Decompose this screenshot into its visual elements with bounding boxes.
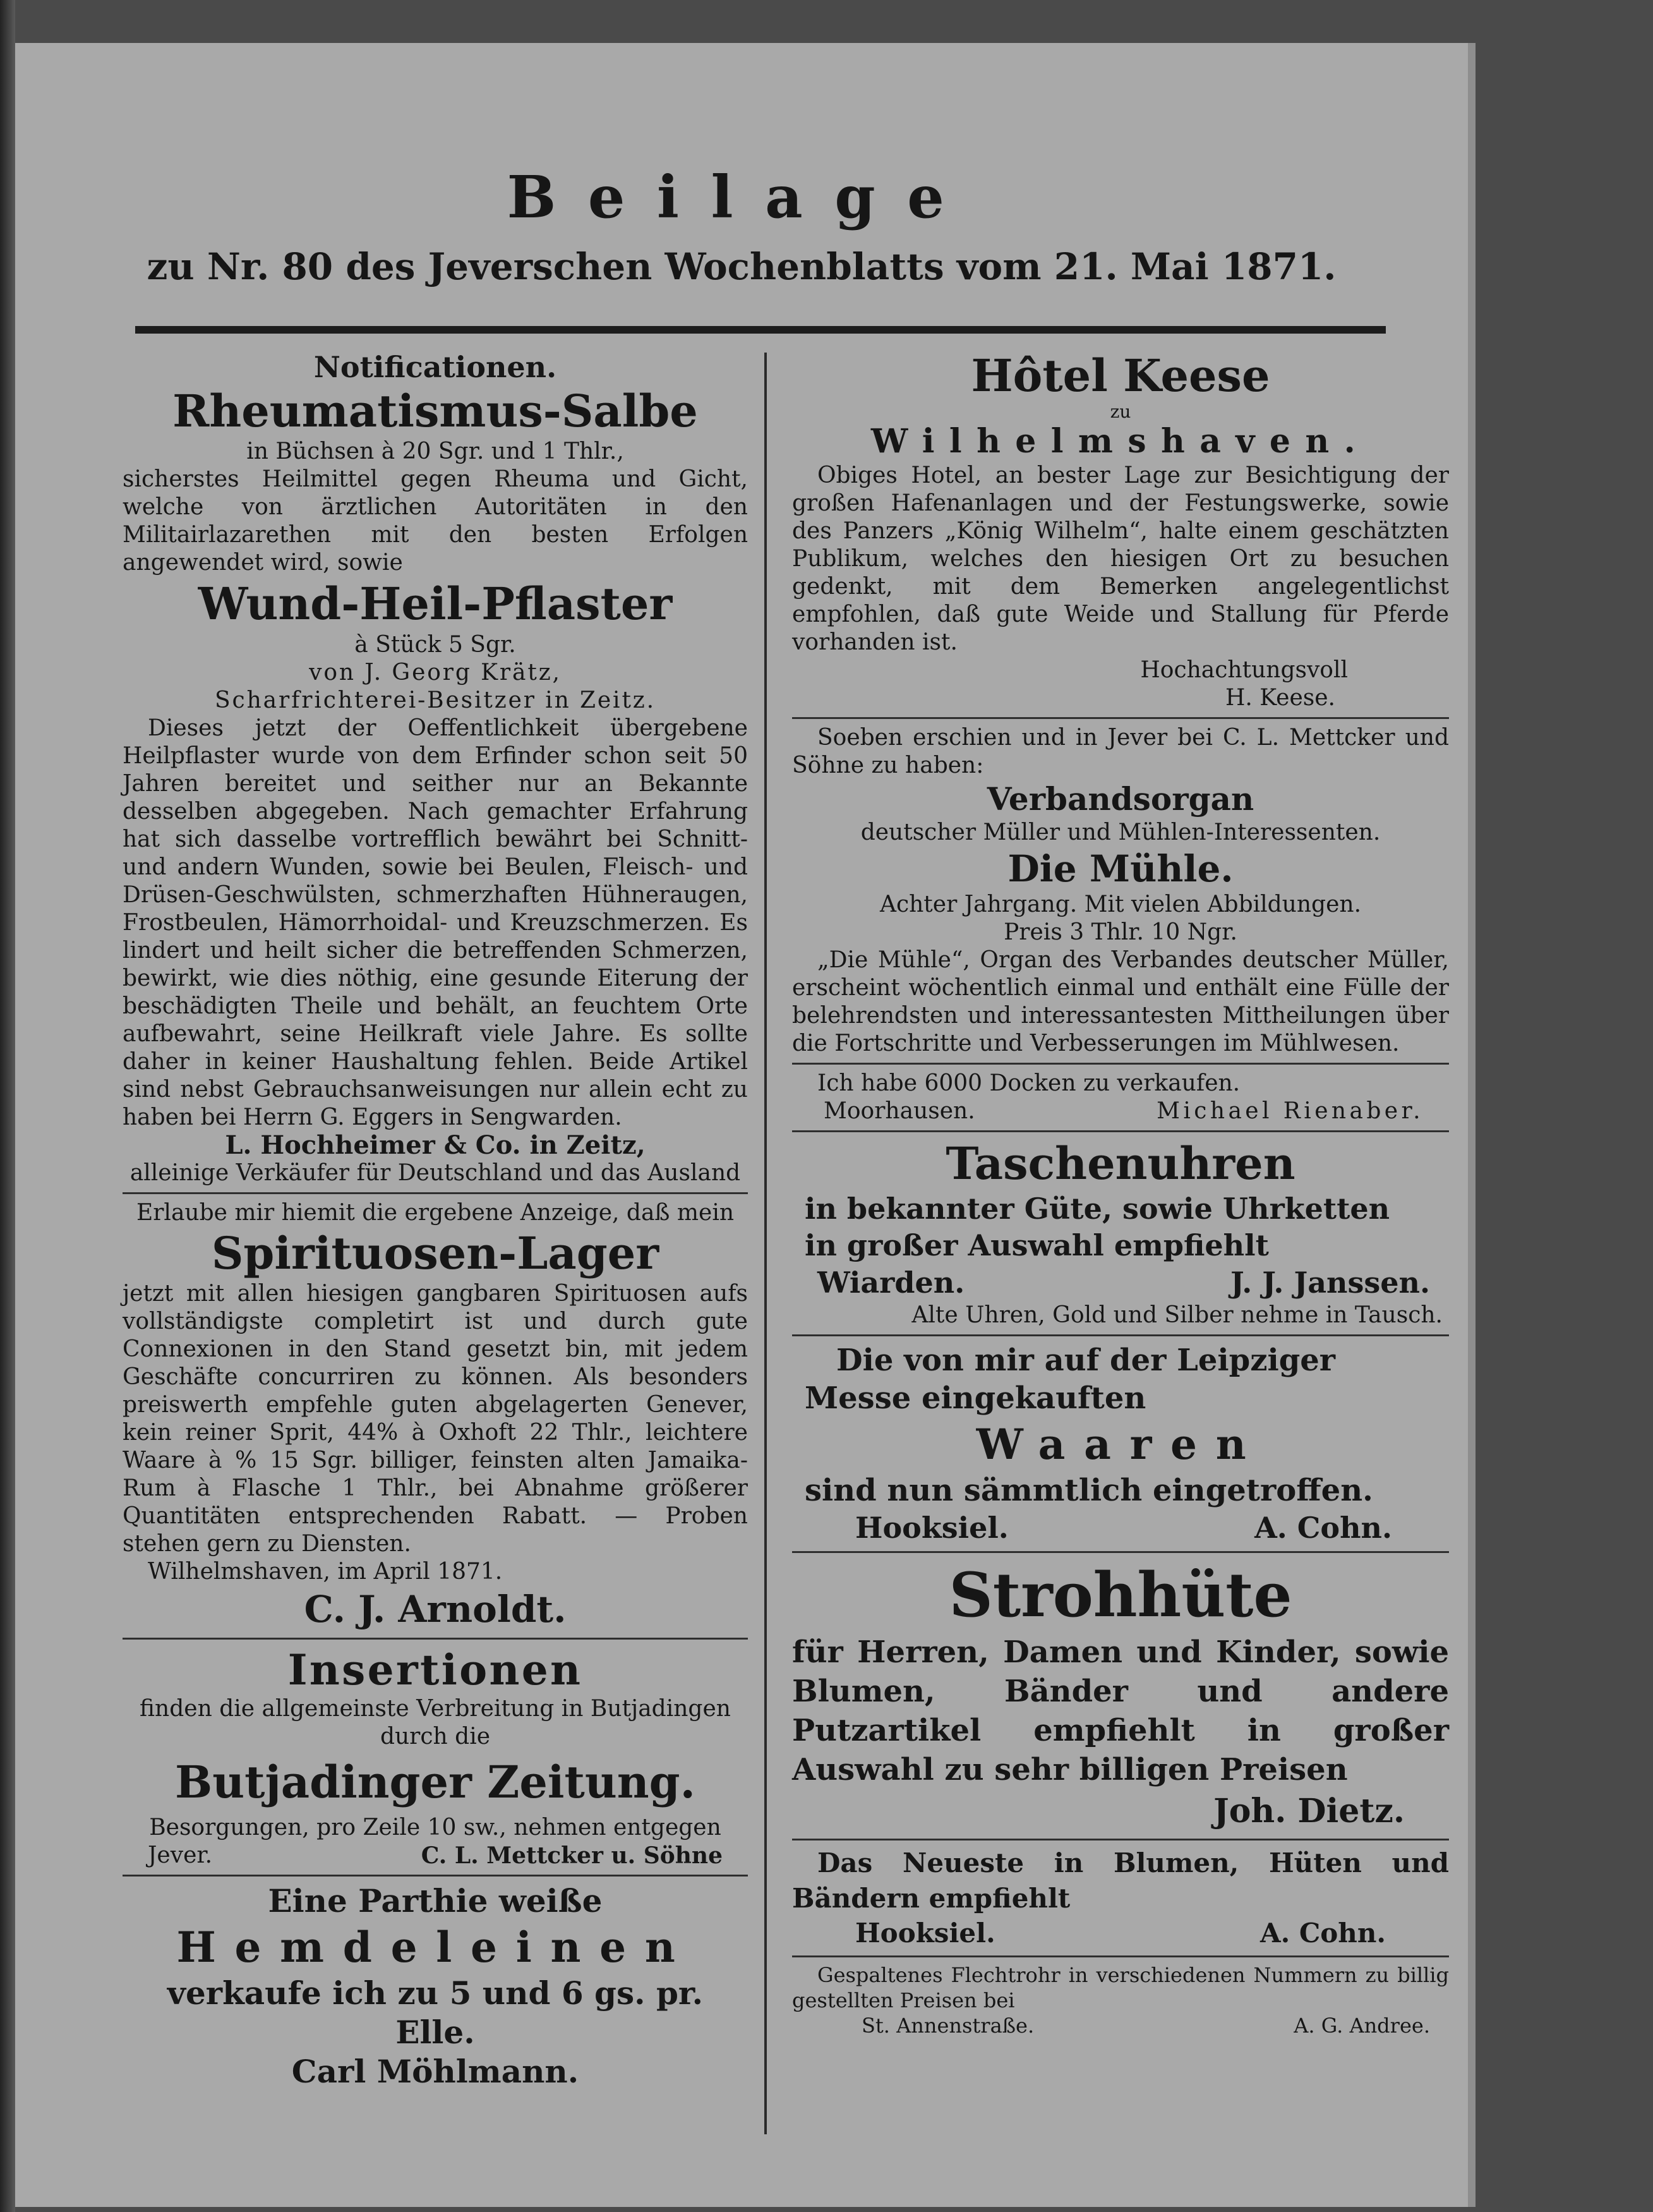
signature-name: H. Keese. [1225,685,1335,711]
ad-rheumatismus [123,349,748,1187]
ad-taschenuhren [792,1137,1449,1329]
firm-name: L. Hochheimer & Co. in Zeitz, [225,1130,646,1160]
signature-name: C. J. Arnoldt. [304,1588,567,1631]
strohhuete-heading: Strohhüte [949,1559,1292,1631]
divider [792,1063,1449,1065]
organ-heading: Verbandsorgan [987,780,1254,818]
ad-line: verkaufe ich zu 5 und 6 gs. pr. Elle. [167,1974,704,2051]
firm-name: C. L. Mettcker u. Söhne [421,1842,723,1869]
ad-body: Obiges Hotel, an bester Lage zur Besichtigung der großen Hafenanlagen und der Festungswerke, sowie des Panzers „König Wilhelm“, halte einem geschätzten Publikum, welches den hiesigen Ort zu besuchen gedenkt, mit dem Bemerken angelegentlichst empfohlen, daß gute Weide und Stallung für Pferde vorhanden ist. [792,462,1449,655]
ad-text: sicherstes Heilmittel gegen Rheuma und Gicht, welche von ärztlichen Autoritäten in den Militairlazarethen mit den besten Erfolgen angewendet wird, sowie [123,466,748,576]
divider [123,1638,748,1640]
maker-line: Scharfrichterei-Besitzer in Zeitz. [215,687,656,713]
ad-flechtrohr [792,1962,1449,2038]
ad-line: Eine Parthie weiße [268,1882,603,1919]
product-wund-heil-pflaster: Wund-Heil-Pflaster [198,577,673,630]
supplement-subtitle: zu Nr. 80 des Jeverschen Wochenblatts vom 21. Mai 1871. [147,245,1337,288]
divider [123,1875,748,1877]
divider [792,1334,1449,1336]
ad-docken [792,1070,1449,1125]
header-rule [135,326,1386,334]
ad-text: Ich habe 6000 Docken zu verkaufen. [817,1070,1241,1096]
newspaper-page [15,43,1468,2207]
place: Hooksiel. [855,1511,1009,1545]
insertionen-heading: Insertionen [287,1645,583,1695]
ad-body: „Die Mühle“, Organ des Verbandes deutscher Müller, erscheint wöchentlich einmal und enthält eine Fülle der belehrendsten und interessantesten Mittheilungen über die Fortschritte und Verbesserungen im Mühlwesen. [792,947,1449,1056]
place-date: Wilhelmshaven, im April 1871. [148,1559,503,1585]
notifications-heading: Notificationen. [313,350,557,384]
product-rheumatismus-salbe: Rheumatismus-Salbe [172,385,698,437]
place: Jever. [148,1842,213,1868]
ad-line: sind nun sämmtlich eingetroffen. [805,1473,1373,1508]
divider [792,1839,1449,1840]
ad-hemdeleinen [123,1882,748,2091]
place: Hooksiel. [855,1918,995,1949]
ad-intro: Soeben erschien und in Jever bei C. L. Mettcker und Söhne zu haben: [792,725,1449,778]
ad-text: Gespaltenes Flechtrohr in verschiedenen Nummern zu billig gestellten Preisen bei [792,1963,1449,2012]
supplement-title: Beilage [507,163,977,231]
taschenuhren-heading: Taschenuhren [946,1137,1295,1190]
ad-die-muehle [792,724,1449,1058]
product-hemdeleinen: Hemdeleinen [176,1923,694,1972]
left-column [123,349,748,2091]
ad-body: für Herren, Damen und Kinder, sowie Blumen, Bänder und andere Putzartikel empfiehlt in großer Auswahl zu sehr billigen Preisen [792,1635,1449,1787]
ad-text: Das Neueste in Blumen, Hüten und Bändern empfiehlt [792,1847,1449,1914]
ad-line: in großer Auswahl empfiehlt [805,1228,1269,1262]
place-heading: Wilhelmshaven. [870,422,1371,461]
ad-hotel-keese [792,349,1449,712]
signature-name: Michael Rienaber. [1157,1098,1424,1124]
signature-name: A. Cohn. [1260,1918,1386,1949]
ad-line: Messe eingekauften [805,1381,1146,1416]
place: St. Annenstraße. [862,2014,1035,2038]
publication-price: Preis 3 Thlr. 10 Ngr. [1004,919,1237,945]
newspaper-name: Butjadinger Zeitung. [175,1756,695,1808]
maker-line: von J. Georg Krätz, [309,660,562,686]
hotel-heading: Hôtel Keese [971,349,1270,402]
ad-note: Besorgungen, pro Zeile 10 sw., nehmen entgegen [149,1815,721,1840]
ad-text: finden die allgemeinste Verbreitung in Butjadingen durch die [140,1696,731,1750]
firm-subline: alleinige Verkäufer für Deutschland und das Ausland [129,1160,741,1186]
divider [792,1130,1449,1132]
ad-waaren [792,1341,1449,1546]
signature-name: Carl Möhlmann. [291,2053,579,2090]
publication-title: Die Mühle. [1007,847,1234,890]
ad-neueste [792,1846,1449,1950]
price-line: in Büchsen à 20 Sgr. und 1 Thlr., [246,438,624,464]
ad-spirituosen [123,1199,748,1633]
place: Wiarden. [817,1266,965,1300]
book-binding [0,0,15,2212]
divider [792,1551,1449,1553]
publication-year: Achter Jahrgang. Mit vielen Abbildungen. [879,891,1362,917]
price-line: à Stück 5 Sgr. [354,632,516,658]
ad-body: Dieses jetzt der Oeffentlichkeit übergebene Heilpflaster wurde von dem Erfinder schon seit 50 Jahren bereitet und seither nur an Bekannte desselben abgegeben. Nach gemachter Erfahrung hat sich dasselbe vortrefflich bewährt bei Schnitt- und andern Wunden, sowie bei Beulen, Fleisch- und Drüsen-Geschwülsten, schmerzhaften Hühneraugen, Frostbeulen, Hämorrhoidal- und Kreuzschmerzen. Es lindert und heilt sicher die betreffenden Schmerzen, bewirkt, wie dies nöthig, eine gesunde Eiterung der beschädigten Theile und behält, an feuchtem Orte aufbewahrt, seine Heilkraft viele Jahre. Es sollte daher in keiner Haushaltung fehlen. Beide Artikel sind nebst Gebrauchsanweisungen nur allein echt zu haben bei Herrn G. Eggers in Sengwarden. [123,715,748,1130]
ad-intro: Erlaube mir hiemit die ergebene Anzeige, daß mein [136,1200,735,1226]
ad-strohhuete [792,1558,1449,1834]
ad-insertionen [123,1645,748,1870]
signature-name: Joh. Dietz. [1213,1792,1405,1830]
signature-name: A. Cohn. [1254,1511,1392,1545]
ad-body: jetzt mit allen hiesigen gangbaren Spirituosen aufs vollständigste completirt ist und durch gute Connexionen in den Stand gesetzt bin, mit jedem Geschäfte concurriren zu können. Als besonders preiswerth empfehle guten abgelagerten Genever, kein reiner Sprit, 44% à Oxhoft 22 Thlr., leichtere Waare à % 15 Sgr. billiger, feinsten alten Jamaika-Rum à Flasche 1 Thlr., bei Abnahme größerer Quantitäten entsprechenden Rabatt. — Proben stehen gern zu Diensten. [123,1281,748,1557]
signature-name: A. G. Andree. [1294,2014,1430,2038]
column-divider [764,353,767,2134]
signature-name: J. J. Janssen. [1230,1266,1430,1300]
greeting: Hochachtungsvoll [1140,657,1348,683]
product-waaren: Waaren [976,1420,1265,1469]
ad-note: Alte Uhren, Gold und Silber nehme in Tausch. [911,1302,1443,1328]
zu-line: zu [1110,401,1131,422]
product-spirituosen-lager: Spirituosen-Lager [211,1227,659,1279]
ad-line: Die von mir auf der Leipziger [836,1343,1336,1378]
right-column [792,349,1449,2038]
place: Moorhausen. [824,1098,975,1124]
divider [792,717,1449,719]
divider [792,1955,1449,1957]
organ-subline: deutscher Müller und Mühlen-Interessenten. [860,819,1381,845]
divider [123,1192,748,1194]
ad-line: in bekannter Güte, sowie Uhrketten [805,1192,1390,1226]
